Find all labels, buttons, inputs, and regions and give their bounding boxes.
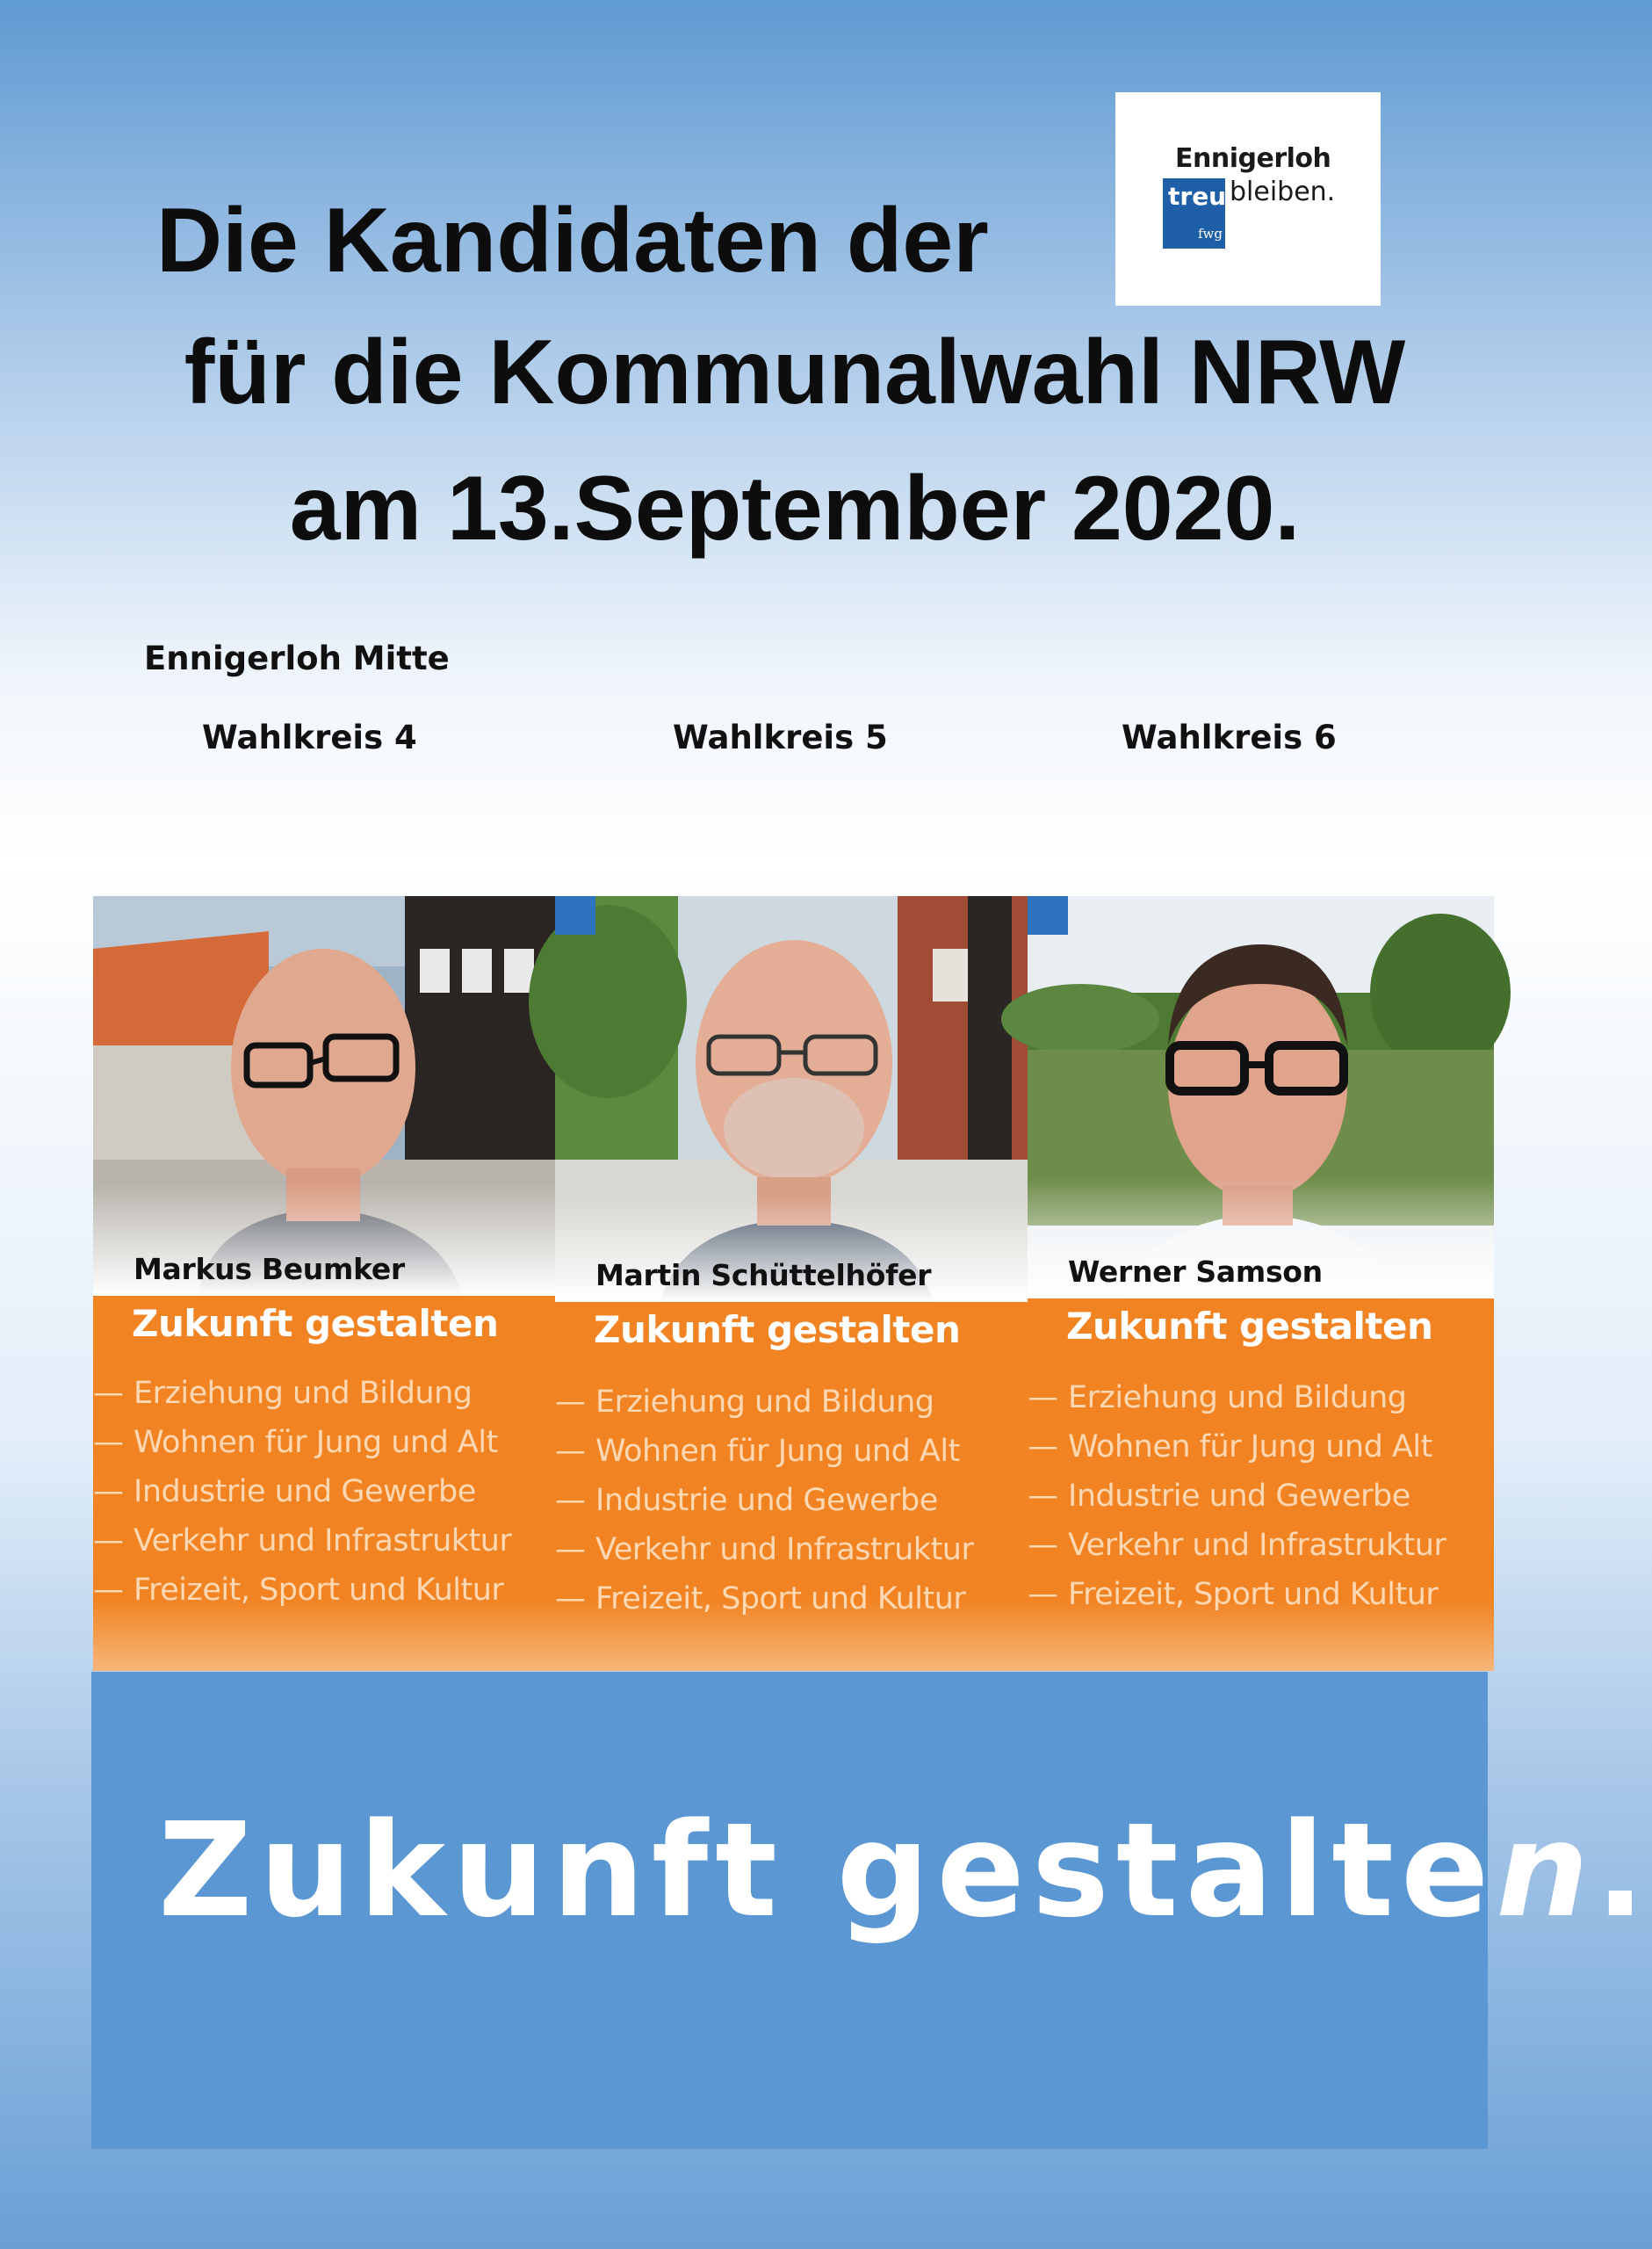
logo-blue-box — [1163, 178, 1225, 249]
candidate-card-1 — [93, 896, 555, 1671]
candidate-slogan-1: Zukunft gestalten — [132, 1302, 499, 1345]
candidate-name-3: Werner Samson — [1068, 1255, 1323, 1289]
topic-list-1 — [93, 1369, 511, 1615]
candidate-photo-2 — [555, 896, 1028, 1302]
wahlkreis-5-label: Wahlkreis 5 — [673, 719, 888, 756]
candidate-card-2 — [555, 896, 1028, 1671]
logo-side-text: bleiben. — [1230, 177, 1336, 207]
fwg-logo — [1115, 92, 1381, 306]
topic-item: — Verkehr und Infrastruktur — [555, 1532, 974, 1567]
district-label: Ennigerloh Mitte — [144, 640, 450, 677]
wahlkreis-6-label: Wahlkreis 6 — [1122, 719, 1337, 756]
candidate-slogan-3: Zukunft gestalten — [1066, 1305, 1433, 1348]
topic-item: — Freizeit, Sport und Kultur — [1028, 1577, 1439, 1612]
topic-item: — Verkehr und Infrastruktur — [1028, 1528, 1446, 1563]
topic-item: — Freizeit, Sport und Kultur — [93, 1573, 504, 1608]
topic-list-3 — [1028, 1373, 1446, 1619]
logo-box-text: treu — [1168, 182, 1227, 211]
candidate-card-3 — [1028, 896, 1494, 1671]
blue-corner-mark — [1028, 896, 1068, 935]
candidate-photo-3 — [1028, 896, 1494, 1298]
logo-box-small-text: fwg — [1198, 226, 1223, 242]
topic-item: — Wohnen für Jung und Alt — [1028, 1429, 1432, 1464]
topic-list-2 — [555, 1378, 973, 1623]
slogan-banner — [91, 1672, 1652, 2149]
headline-line-1: Die Kandidaten der — [156, 190, 989, 292]
headline-line-3: am 13.September 2020. — [289, 458, 1301, 560]
topic-item: — Freizeit, Sport und Kultur — [555, 1581, 966, 1616]
candidate-name-1: Markus Beumker — [133, 1252, 405, 1286]
candidate-name-2: Martin Schüttelhöfer — [595, 1258, 932, 1292]
topic-item: — Erziehung und Bildung — [1028, 1380, 1407, 1415]
topic-item: — Wohnen für Jung und Alt — [93, 1425, 498, 1460]
topic-item: — Verkehr und Infrastruktur — [93, 1523, 512, 1558]
topic-item: — Erziehung und Bildung — [93, 1376, 473, 1411]
topic-item: — Erziehung und Bildung — [555, 1385, 934, 1420]
candidate-slogan-2: Zukunft gestalten — [594, 1308, 961, 1351]
topic-item: — Wohnen für Jung und Alt — [555, 1434, 960, 1469]
banner-slogan: Zukunft gestalten. — [158, 1795, 1652, 1946]
topic-item: — Industrie und Gewerbe — [1028, 1479, 1410, 1514]
topic-item: — Industrie und Gewerbe — [555, 1483, 938, 1518]
topic-item: — Industrie und Gewerbe — [93, 1474, 476, 1509]
wahlkreis-4-label: Wahlkreis 4 — [202, 719, 417, 756]
logo-top-text: Ennigerloh — [1175, 143, 1331, 174]
blue-corner-mark — [555, 896, 595, 935]
headline-line-2: für die Kommunalwahl NRW — [184, 322, 1406, 423]
candidate-photo-1 — [93, 896, 555, 1296]
